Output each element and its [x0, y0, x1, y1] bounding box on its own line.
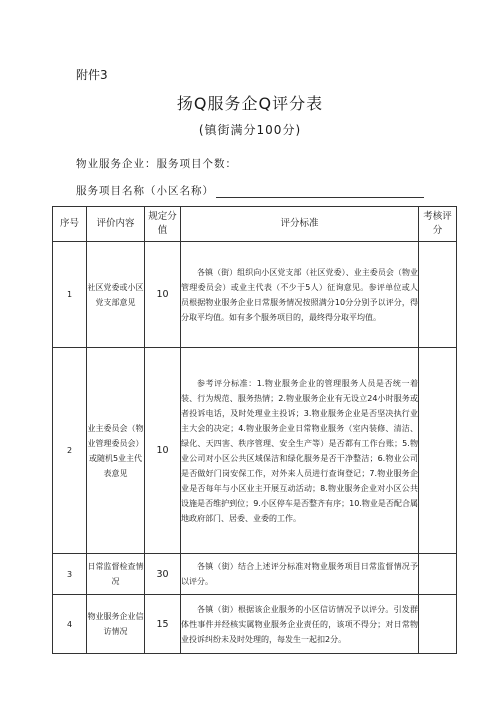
page-subtitle: (镇街满分100分): [198, 123, 302, 137]
project-name-line: [76, 183, 424, 198]
table-row: [53, 554, 457, 595]
row-item: 社区党委或小区党支部意见: [87, 242, 145, 348]
table-row: [53, 242, 457, 348]
row-no: 4: [53, 595, 87, 654]
row-no: 3: [53, 554, 87, 595]
header-score: 规定分值: [145, 207, 181, 242]
company-info-line: 物业服务企业：服务项目个数：: [76, 158, 237, 170]
row-score: 30: [145, 554, 181, 595]
header-item: 评价内容: [87, 207, 145, 242]
project-name-blank: [216, 186, 424, 198]
row-score: 15: [145, 595, 181, 654]
row-result[interactable]: [419, 348, 457, 554]
row-standard: 各镇（街）根据该企业服务的小区信访情况予以评分。引发群体性事件并经核实属物业服务企业责任的，该项不得分；对日常物业投诉纠纷未及时处理的，每发生一起扣2分。: [181, 595, 419, 654]
row-score: 10: [145, 348, 181, 554]
row-standard: 参考评分标准：1.物业服务企业的管理服务人员是否统一着装、行为规范、服务热情；2.物业服务企业有无设立24小时服务或者投诉电话，及时处理业主投诉；3.物业服务企业是否坚决执行业主大会的决定；4.物业服务企业日常物业服务（室内装修、清洁、绿化、天四害、秩序管理、安全生产等）是否都有工作台账；5.物业公司对小区公共区域保洁和绿化服务是否干净整洁；6.物业公司是否做好门岗安保工作，对外来人员进行查询登记；7.物业服务企业是否每年与小区业主开展互动活动；8.物业服务企业对小区公共设施是否维护到位；9.小区停车是否整齐有序；10.物业是否配合属地政府部门、居委、业委的工作。: [181, 348, 419, 554]
table-row: [53, 348, 457, 554]
project-name-label: 服务项目名称（小区名称）: [76, 185, 214, 197]
annex-label: 附件3: [76, 68, 108, 82]
score-table: [52, 206, 457, 654]
row-item: 业主委员会（物业管理委员会）或随机5业主代表意见: [87, 348, 145, 554]
header-result: 考核评分: [419, 207, 457, 242]
header-no: 序号: [53, 207, 87, 242]
row-standard: 各镇（街）结合上述评分标准对物业服务项目日常监督情况予以评分。: [181, 554, 419, 595]
row-result[interactable]: [419, 595, 457, 654]
row-item: 物业服务企业信访情况: [87, 595, 145, 654]
row-item: 日常监督检查情况: [87, 554, 145, 595]
row-result[interactable]: [419, 242, 457, 348]
table-header-row: [53, 207, 457, 242]
row-standard: 各镇（街）组织向小区党支部（社区党委）、业主委员会（物业管理委员会）或业主代表（不少于5人）征询意见。参评单位或人员根据物业服务企业日常服务情况按照满分10分分别予以评分，得分取平均值。如有多个服务项目的，最终得分取平均值。: [181, 242, 419, 348]
row-no: 1: [53, 242, 87, 348]
table-row: [53, 595, 457, 654]
row-no: 2: [53, 348, 87, 554]
page-title: 扬Q服务企Q评分表: [176, 94, 324, 113]
row-score: 10: [145, 242, 181, 348]
row-result[interactable]: [419, 554, 457, 595]
header-standard: 评分标准: [181, 207, 419, 242]
